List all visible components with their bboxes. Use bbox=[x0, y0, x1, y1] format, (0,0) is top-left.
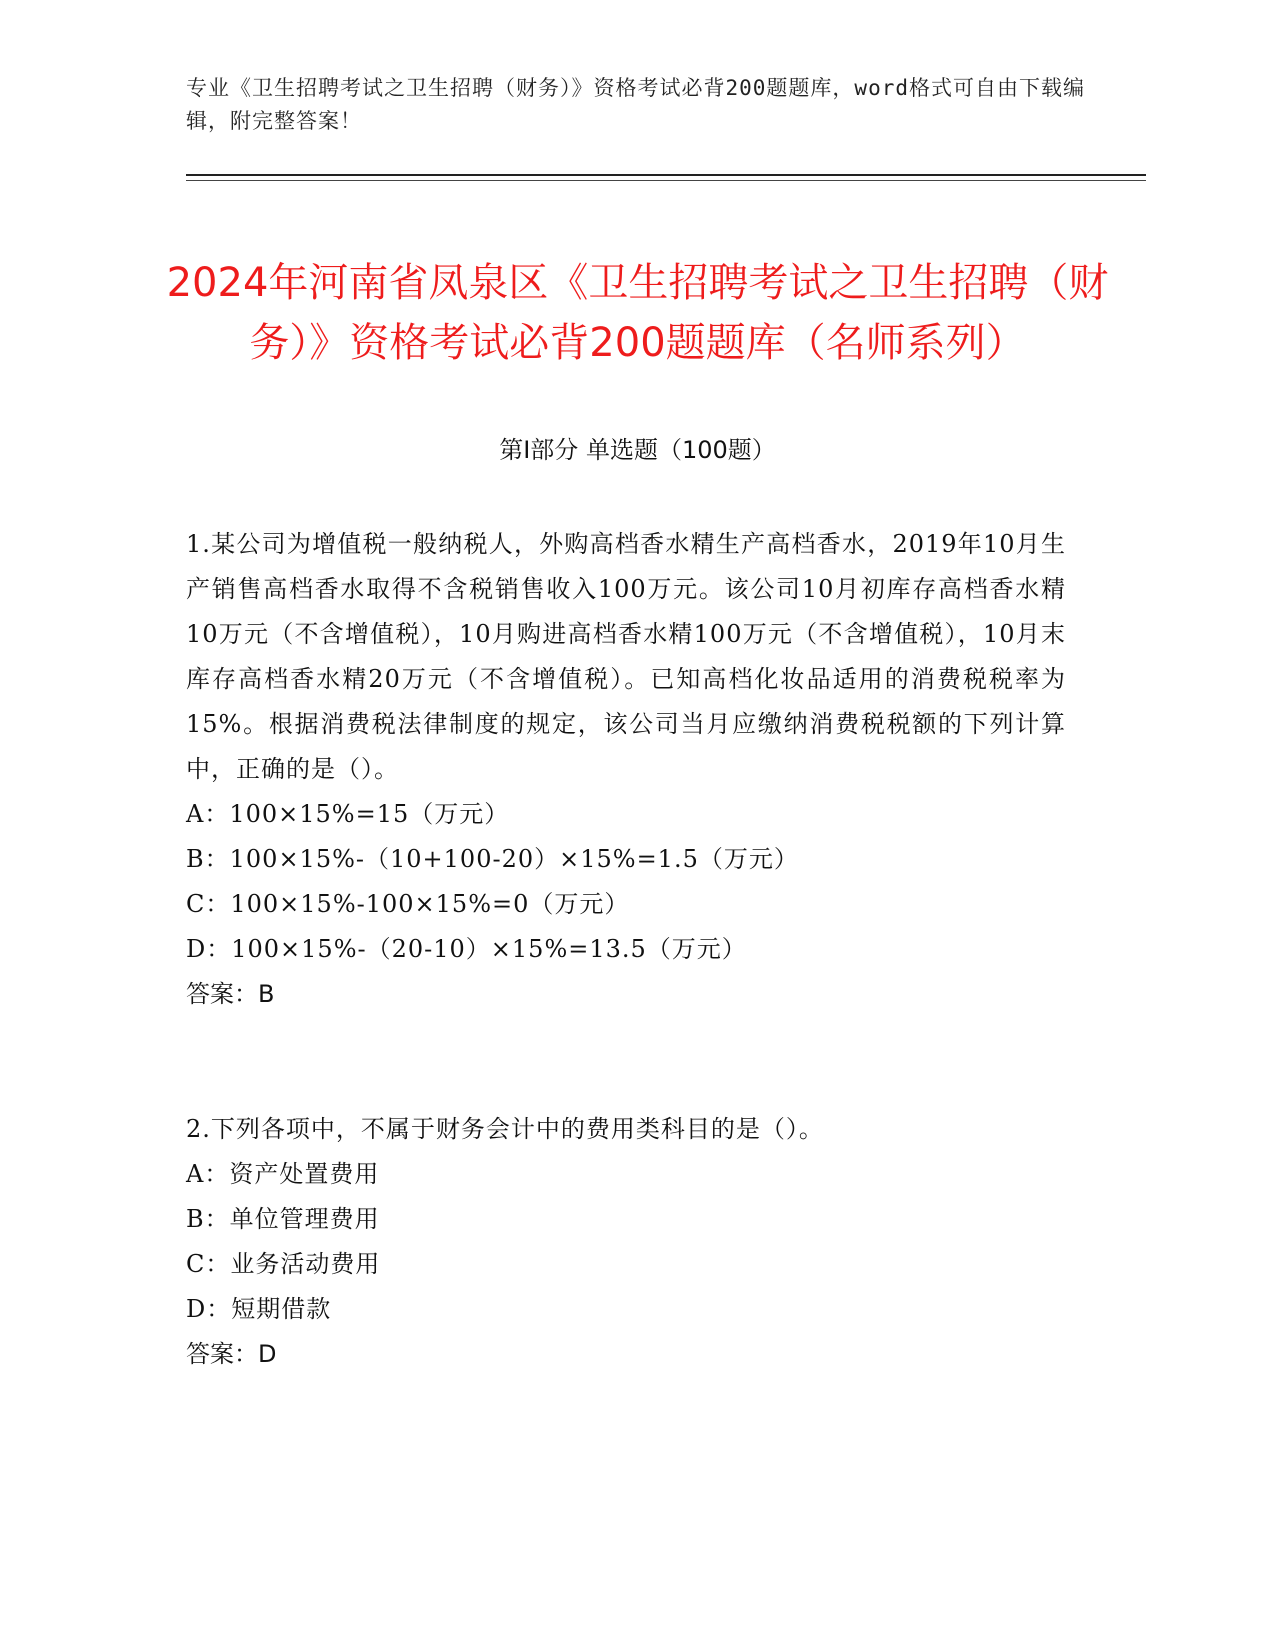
option-a: A：100×15%=15（万元） bbox=[186, 800, 510, 828]
option-d: D：100×15%-（20-10）×15%=13.5（万元） bbox=[186, 935, 747, 963]
question-stem: 1.某公司为增值税一般纳税人，外购高档香水精生产高档香水，2019年10月生产销售高档香水取得不含税销售收入100万元。该公司10月初库存高档香水精10万元（不含增值税），10月购进高档香水精100万元（不含增值税），10月末库存高档香水精20万元（不含增值税）。已知高档化妆品适用的消费税税率为15%。根据消费税法律制度的规定，该公司当月应缴纳消费税税额的下列计算中，正确的是（）。 bbox=[186, 530, 1066, 783]
document-title: 2024年河南省凤泉区《卫生招聘考试之卫生招聘（财务）》资格考试必背200题题库（名师系列） bbox=[166, 259, 1109, 366]
answer: 答案：D bbox=[186, 1340, 277, 1368]
question-stem: 2.下列各项中，不属于财务会计中的费用类科目的是（）。 bbox=[186, 1115, 824, 1143]
header-note: 专业《卫生招聘考试之卫生招聘（财务）》资格考试必背200题题库，word格式可自由下载编辑，附完整答案！ bbox=[186, 76, 1085, 133]
option-b: B：100×15%-（10+100-20）×15%=1.5（万元） bbox=[186, 845, 799, 873]
option-c: C：100×15%-100×15%=0（万元） bbox=[186, 890, 630, 918]
answer: 答案：B bbox=[186, 980, 275, 1008]
option-c: C：业务活动费用 bbox=[186, 1250, 381, 1278]
header-divider-thin bbox=[186, 180, 1146, 181]
question-1 bbox=[186, 522, 1066, 1017]
section-heading: 第Ⅰ部分 单选题（100题） bbox=[499, 436, 776, 464]
option-d: D：短期借款 bbox=[186, 1295, 332, 1323]
header-divider-thick bbox=[186, 174, 1146, 176]
question-2 bbox=[186, 1107, 1066, 1377]
option-a: A：资产处置费用 bbox=[186, 1160, 380, 1188]
option-b: B：单位管理费用 bbox=[186, 1205, 380, 1233]
